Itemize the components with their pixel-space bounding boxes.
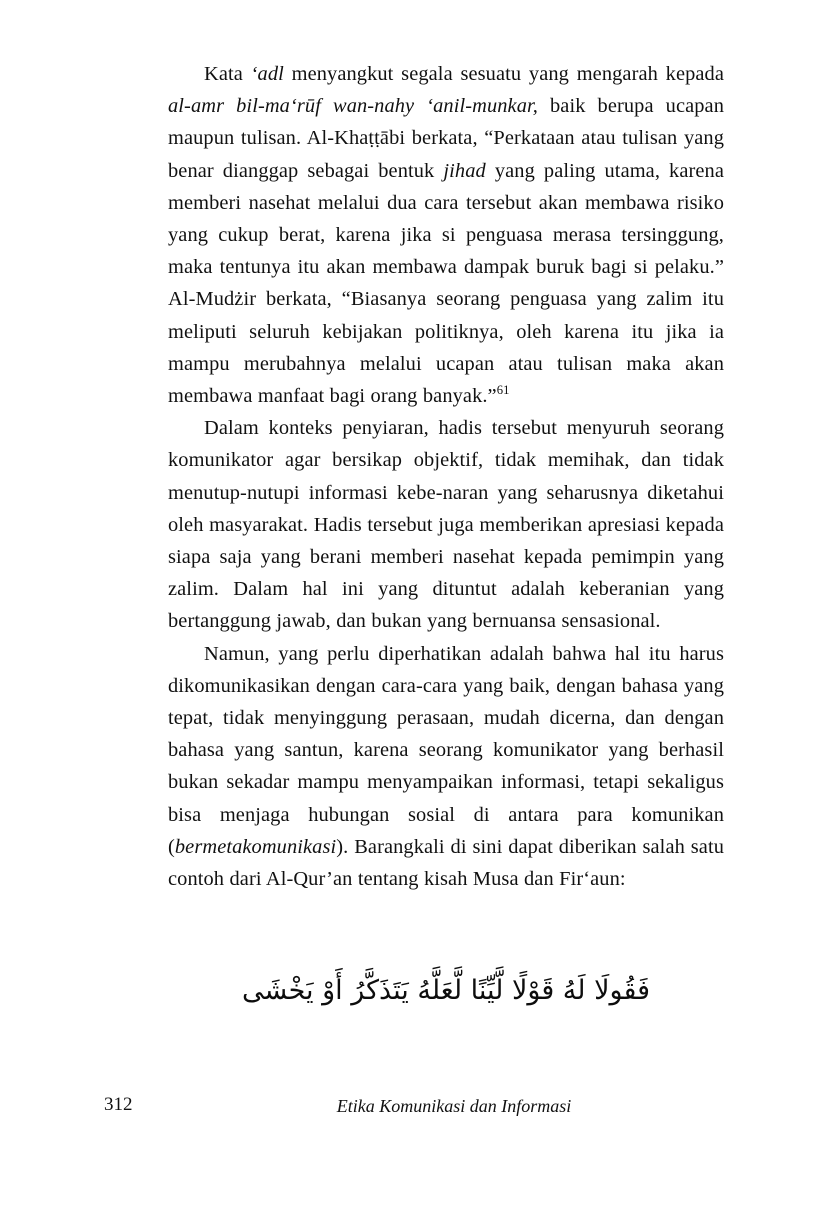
italic-text: ‘adl [250, 63, 284, 85]
body-text: Dalam konteks penyiaran, hadis tersebut menyuruh seorang komunikator agar bersikap objektif, tidak memihak, dan tidak menutup-nutupi informasi kebe-naran yang seharusnya diketahui oleh masyarakat. Hadis tersebut juga memberikan apresiasi kepada siapa saja yang berani memberi nasehat kepada pemimpin yang zalim. Dalam hal ini yang dituntut adalah keberanian yang bertanggung jawab, dan bukan yang bernuansa sensasional. [168, 417, 724, 633]
quran-verse-arabic: فَقُولَا لَهُ قَوْلًا لَّيِّنًا لَّعَلَّهُ يَتَذَكَّرُ أَوْ يَخْشَى [241, 975, 651, 1006]
paragraph-3 [168, 638, 724, 896]
page-number: 312 [104, 1094, 133, 1115]
body-text: ). Barangkali di sini dapat diberikan salah satu contoh dari Al-Qur’an tentang kisah Musa dan Fir‘aun: [168, 835, 724, 891]
body-text: Namun, yang perlu diperhatikan adalah bahwa hal itu harus dikomunikasikan dengan cara-cara yang baik, dengan bahasa yang tepat, tidak menyinggung perasaan, mudah dicerna, dan dengan bahasa yang santun, karena seorang komunikator yang berhasil bukan sekadar mampu menyampaikan informasi, tetapi sekaligus bisa menjaga hubungan sosial di antara para komunikan ( [168, 642, 724, 858]
running-head: Etika Komunikasi dan Informasi [336, 1096, 572, 1116]
body-text: Kata [204, 63, 251, 85]
footnote-marker: 61 [496, 383, 510, 398]
paragraph-1 [168, 58, 724, 412]
italic-text: bermetakomunikasi [174, 835, 337, 858]
page-footer [104, 1094, 724, 1124]
body-text: yang paling utama, karena memberi nasehat melalui dua cara tersebut akan membawa risiko yang cukup berat, karena jika si penguasa merasa tersinggung, maka tentunya itu akan membawa dampak buruk bagi si pelaku.” Al-Mudżir berkata, “Biasanya seorang penguasa yang zalim itu meliputi seluruh kebijakan politiknya, oleh karena itu jika ia mampu merubahnya melalui ucapan atau tulisan maka akan membawa manfaat bagi orang banyak.” [168, 159, 724, 408]
paragraph-2 [168, 412, 724, 637]
page-body-text [168, 58, 724, 895]
italic-text: al-amr bil-ma‘rūf wan-nahy ‘anil-munkar, [168, 95, 538, 118]
italic-text: jihad [443, 159, 486, 182]
body-text: baik berupa ucapan maupun tulisan. Al-Khaṭṭābi berkata, “Perkataan atau tulisan yang benar dianggap sebagai bentuk [168, 95, 724, 182]
body-text: menyangkut segala sesuatu yang mengarah kepada [283, 63, 724, 85]
